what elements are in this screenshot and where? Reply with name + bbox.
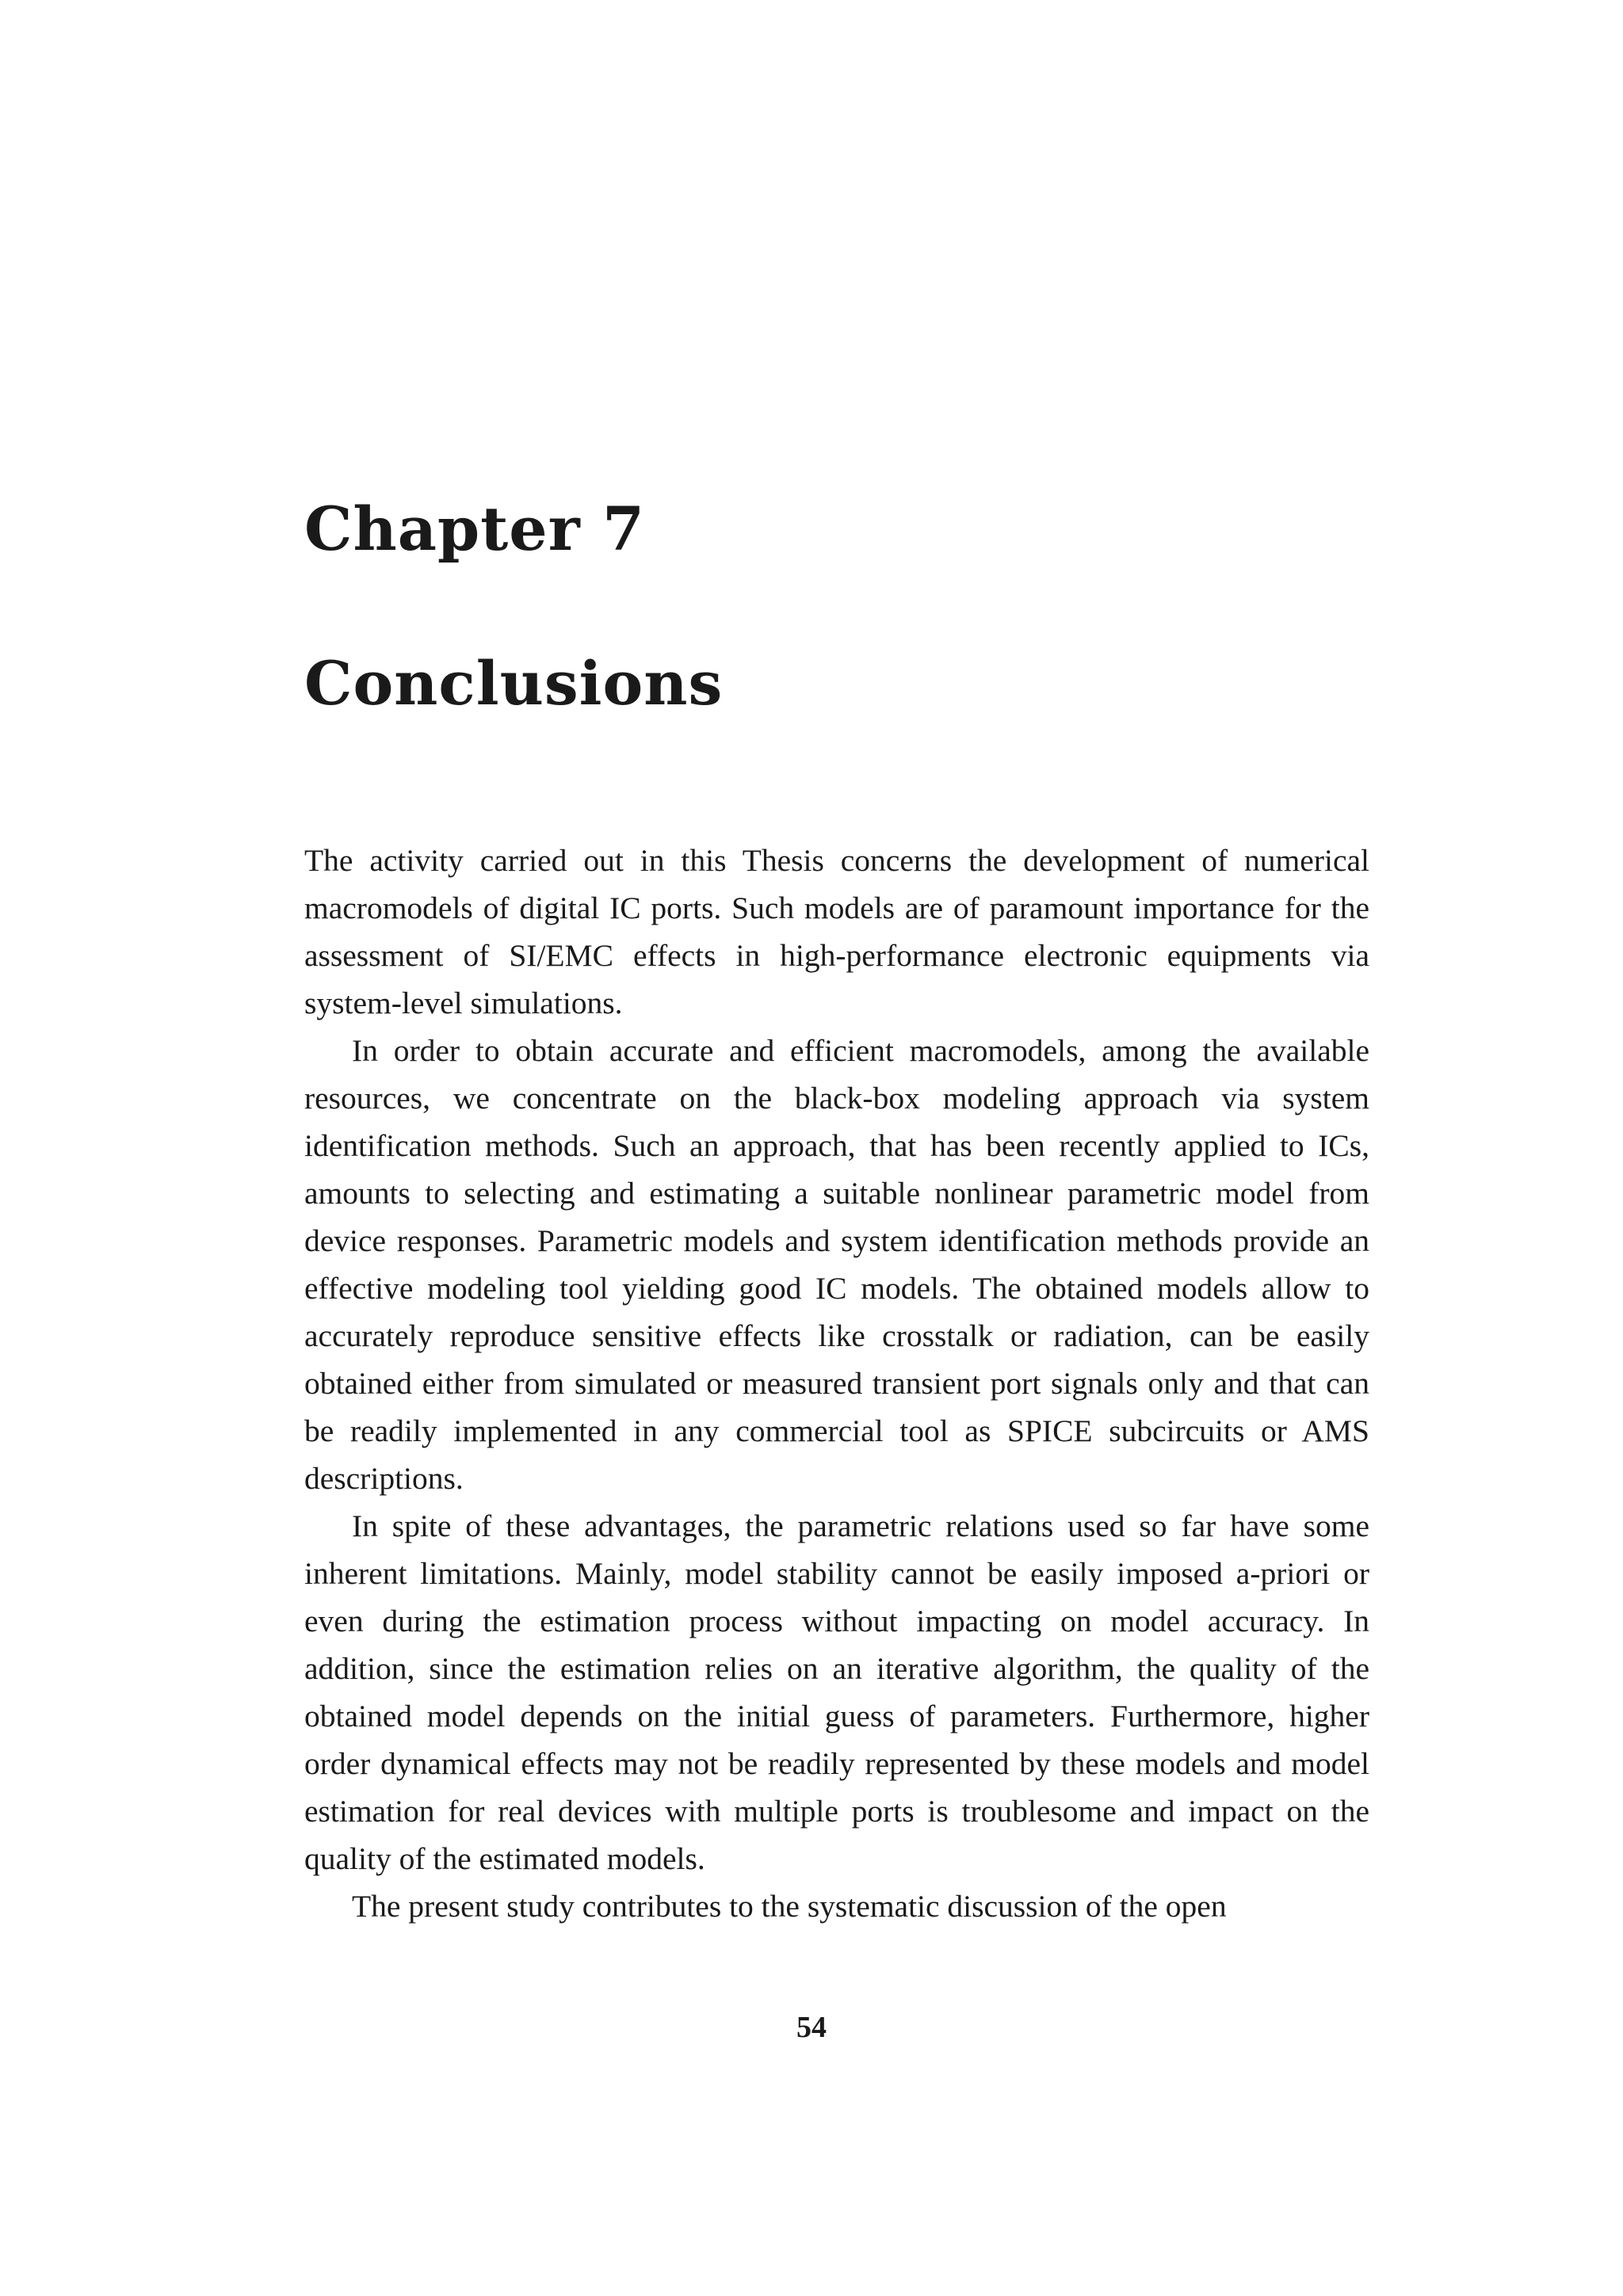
body-text xyxy=(304,837,1369,1930)
paragraph: In spite of these advantages, the parametric relations used so far have some inherent limitations. Mainly, model stability cannot be easily imposed a-priori or even during the estimation process without impacting on model accuracy. In addition, since the estimation relies on an iterative algorithm, the quality of the obtained model depends on the initial guess of parameters. Furthermore, higher order dynamical effects may not be readily represented by these models and model estimation for real devices with multiple ports is troublesome and impact on the quality of the estimated models. xyxy=(304,1508,1369,1876)
page-number: 54 xyxy=(796,2011,827,2044)
chapter-label: Chapter 7 xyxy=(304,494,645,564)
paragraph: The activity carried out in this Thesis concerns the development of numerical macromodels of digital IC ports. Such models are of paramount importance for the assessment of SI/EMC effects in high-performance electronic equipments via system-level simulations. xyxy=(304,843,1369,1020)
chapter-title: Conclusions xyxy=(304,648,724,719)
paragraph: The present study contributes to the systematic discussion of the open xyxy=(352,1889,1227,1924)
paragraph: In order to obtain accurate and efficient macromodels, among the available resources, we concentrate on the black-box modeling approach via system identification methods. Such an approach, that has been recently applied to ICs, amounts to selecting and estimating a suitable nonlinear parametric model from device responses. Parametric models and system identification methods provide an effective modeling tool yielding good IC models. The obtained models allow to accurately reproduce sensitive effects like crosstalk or radiation, can be easily obtained either from simulated or measured transient port signals only and that can be readily implemented in any commercial tool as SPICE subcircuits or AMS descriptions. xyxy=(304,1033,1369,1496)
